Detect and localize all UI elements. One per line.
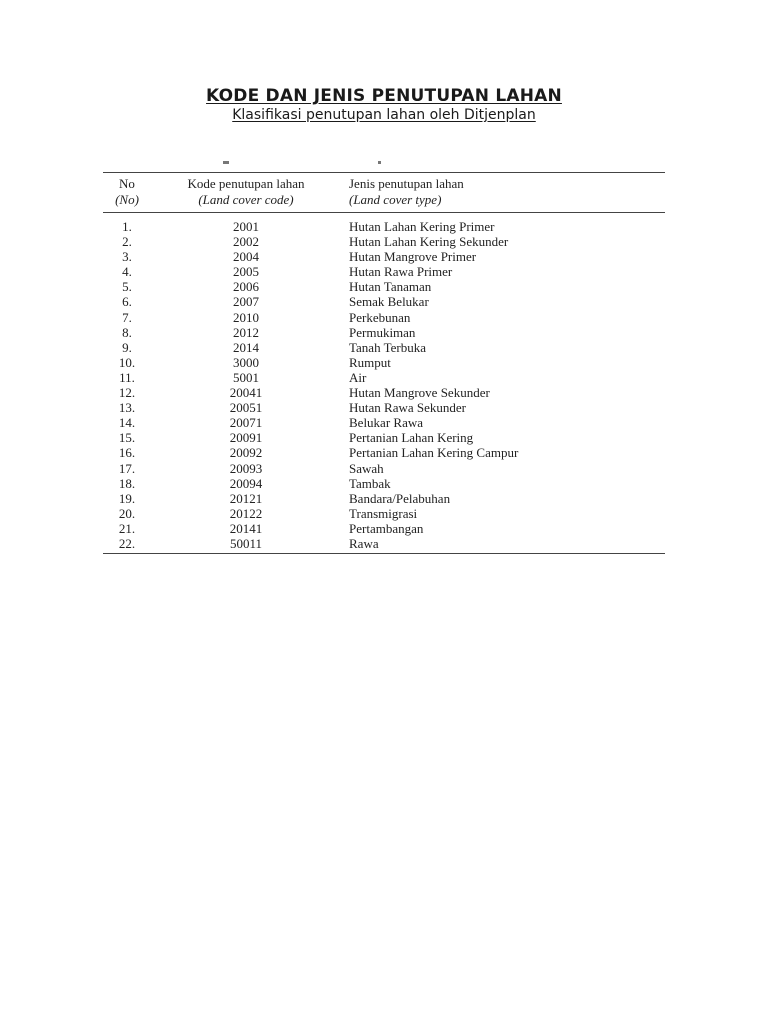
column-header-code (163, 176, 329, 208)
column-header-no-english: (No) (115, 192, 139, 207)
table-row (103, 249, 665, 264)
cell-no: 10. (118, 354, 136, 370)
cell-type: Tambak (349, 475, 391, 491)
cell-type: Hutan Lahan Kering Primer (349, 219, 495, 234)
cell-code: 20091 (229, 430, 263, 446)
cell-code: 2006 (233, 279, 259, 295)
cell-no: 16. (118, 445, 136, 461)
cell-code: 20093 (229, 460, 263, 476)
cell-code: 2010 (233, 309, 259, 325)
table-header-rule (103, 212, 665, 213)
page-subtitle-text: Klasifikasi penutupan lahan oleh Ditjenplan (232, 107, 536, 123)
cell-type: Hutan Tanaman (349, 279, 432, 295)
cell-no: 6. (122, 294, 132, 310)
cell-code: 50011 (229, 535, 263, 551)
scan-artifact-mark (223, 161, 229, 164)
cell-no: 13. (118, 400, 136, 416)
cell-type: Perkebunan (349, 309, 411, 325)
cell-code: 20122 (229, 505, 263, 521)
cell-code: 20121 (229, 490, 263, 506)
table-row (103, 415, 665, 430)
cell-no: 7. (122, 309, 132, 325)
column-header-type (349, 176, 649, 208)
cell-code: 3000 (233, 354, 259, 370)
table-row (103, 536, 665, 551)
cell-no: 11. (119, 369, 135, 385)
table-row (103, 521, 665, 536)
column-header-no (103, 176, 151, 208)
cell-no: 12. (118, 385, 136, 401)
cell-type: Air (349, 369, 367, 385)
cell-no: 15. (118, 430, 136, 446)
table-row (103, 234, 665, 249)
table-row (103, 355, 665, 370)
table-bottom-rule (103, 553, 665, 554)
cell-type: Pertanian Lahan Kering (349, 430, 474, 446)
cell-code: 2012 (233, 324, 259, 340)
cell-type: Semak Belukar (349, 294, 429, 310)
cell-type: Transmigrasi (349, 505, 418, 521)
cell-no: 4. (122, 264, 132, 280)
cell-type: Bandara/Pelabuhan (349, 490, 451, 506)
cell-no: 20. (118, 505, 136, 521)
cell-no: 2. (122, 234, 132, 250)
page-subtitle (0, 107, 768, 123)
cell-code: 2002 (233, 234, 259, 250)
cell-type: Hutan Mangrove Sekunder (349, 385, 490, 401)
column-header-code-label: Kode penutupan lahan (187, 176, 305, 191)
table-row (103, 310, 665, 325)
cell-no: 3. (122, 249, 132, 265)
table-row (103, 325, 665, 340)
cell-type: Sawah (349, 460, 384, 476)
cell-code: 20071 (229, 415, 263, 431)
cell-no: 1. (122, 219, 132, 234)
table-row (103, 279, 665, 294)
cell-code: 20094 (229, 475, 263, 491)
table-row (103, 400, 665, 415)
cell-no: 17. (118, 460, 136, 476)
table-top-rule (103, 172, 665, 173)
table-row (103, 294, 665, 309)
cell-no: 19. (118, 490, 136, 506)
page-title (0, 86, 768, 106)
cell-code: 5001 (233, 369, 259, 385)
cell-type: Pertambangan (349, 520, 424, 536)
table-row (103, 491, 665, 506)
column-header-code-english: (Land cover code) (198, 192, 294, 207)
table-row (103, 430, 665, 445)
cell-no: 22. (118, 535, 136, 551)
cell-code: 2005 (233, 264, 259, 280)
table-row (103, 461, 665, 476)
cell-type: Hutan Mangrove Primer (349, 249, 477, 265)
cell-type: Hutan Lahan Kering Sekunder (349, 234, 509, 250)
cell-type: Permukiman (349, 324, 416, 340)
table-row (103, 340, 665, 355)
table-row (103, 476, 665, 491)
cell-type: Hutan Rawa Primer (349, 264, 453, 280)
column-header-no-label: No (119, 176, 135, 191)
cell-type: Pertanian Lahan Kering Campur (349, 445, 519, 461)
cell-no: 8. (122, 324, 132, 340)
cell-code: 2014 (233, 339, 259, 355)
table-body (103, 219, 665, 551)
cell-no: 9. (122, 339, 132, 355)
cell-type: Belukar Rawa (349, 415, 424, 431)
table-row (103, 219, 665, 234)
table-row (103, 370, 665, 385)
table-row (103, 385, 665, 400)
cell-no: 14. (118, 415, 136, 431)
cell-type: Tanah Terbuka (349, 339, 426, 355)
column-header-type-label: Jenis penutupan lahan (349, 176, 464, 191)
cell-no: 21. (118, 520, 136, 536)
page-title-text: KODE DAN JENIS PENUTUPAN LAHAN (206, 86, 562, 106)
scan-artifact-mark (378, 161, 381, 164)
table-row (103, 264, 665, 279)
table-row (103, 506, 665, 521)
table-row (103, 445, 665, 460)
cell-type: Hutan Rawa Sekunder (349, 400, 466, 416)
cell-code: 2007 (233, 294, 259, 310)
cell-no: 5. (122, 279, 132, 295)
cell-code: 20051 (229, 400, 263, 416)
column-header-type-english: (Land cover type) (349, 192, 442, 207)
cell-no: 18. (118, 475, 136, 491)
cell-code: 20092 (229, 445, 263, 461)
cell-code: 2001 (233, 219, 259, 234)
cell-code: 20141 (229, 520, 263, 536)
cell-type: Rumput (349, 354, 391, 370)
cell-type: Rawa (349, 535, 379, 551)
cell-code: 20041 (229, 385, 263, 401)
cell-code: 2004 (233, 249, 259, 265)
